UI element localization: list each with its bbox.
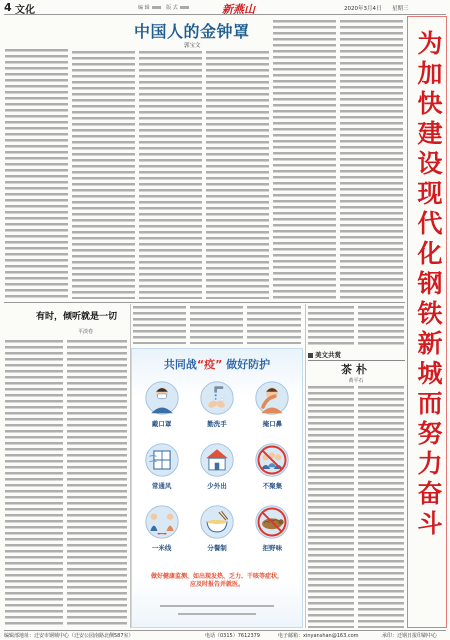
body-text-column — [133, 306, 186, 344]
no-gathering-icon — [254, 442, 290, 478]
poster-title-part1: 共同战 — [163, 358, 197, 371]
slogan-text: 为加快建设现代化钢铁新城而努力奋斗 — [414, 30, 443, 540]
body-text-column — [5, 340, 63, 628]
poster-credit-line — [178, 613, 256, 615]
tip-label: 一米线 — [151, 544, 172, 552]
body-text-column — [358, 386, 404, 628]
footer-email: 电子邮箱：xinyanshan@163.com — [278, 633, 359, 639]
editor-label: 编 辑 — [138, 5, 150, 11]
body-text-column — [190, 306, 243, 344]
tip-cover-cough — [245, 380, 300, 442]
layout-label: 版 式 — [166, 5, 178, 11]
tip-label: 戴口罩 — [151, 420, 172, 428]
tip-label: 不聚集 — [262, 482, 283, 490]
page-number: 4 — [4, 1, 12, 14]
column-label-text: 美文共赏 — [315, 351, 341, 359]
no-wild-game-icon — [254, 504, 290, 540]
body-text-column — [247, 306, 301, 344]
editor-name-blur — [152, 6, 161, 9]
footer-phone: 电话（0315）7612379 — [205, 633, 260, 639]
column-label — [308, 350, 405, 361]
one-meter-distance-icon — [144, 504, 180, 540]
essay-title: 茶朴 — [341, 363, 371, 376]
tip-one-meter — [134, 504, 189, 566]
stay-home-icon — [199, 442, 235, 478]
body-text-column — [340, 20, 403, 299]
poster-title — [131, 356, 303, 372]
body-text-column — [308, 386, 354, 628]
section-divider — [4, 302, 405, 303]
poster-title-part2: 做好防护 — [222, 358, 271, 371]
body-text-column — [67, 340, 127, 628]
layout-name-blur — [180, 6, 189, 9]
tip-label: 常通风 — [151, 482, 172, 490]
body-text-column — [273, 20, 336, 299]
tip-label: 拒野味 — [262, 544, 283, 552]
notice-line: 应及时报告并就医。 — [189, 581, 244, 588]
tip-ventilation — [134, 442, 189, 504]
tip-label: 勤洗手 — [207, 420, 227, 428]
masthead-logo: 新燕山 — [222, 3, 255, 16]
essay-author: 黄平石 — [348, 378, 364, 384]
cover-cough-icon — [254, 380, 290, 416]
tip-label: 分餐制 — [207, 544, 227, 552]
tip-label: 掩口鼻 — [262, 420, 283, 428]
square-bullet-icon — [308, 353, 313, 358]
column-divider — [305, 304, 306, 628]
handwash-icon — [199, 380, 235, 416]
body-text-column — [72, 51, 135, 299]
tip-stay-home — [189, 442, 244, 504]
mask-icon — [144, 380, 180, 416]
body-text-column — [358, 306, 404, 346]
main-article-author: 郭宝文 — [184, 43, 201, 49]
body-text-column — [139, 51, 202, 299]
issue-date: 2020年3月4日 — [344, 6, 382, 12]
tip-no-gathering — [245, 442, 300, 504]
tip-wash-hands — [189, 380, 244, 442]
section-name: 文化 — [15, 5, 35, 16]
poster-credit-line — [160, 605, 274, 607]
notice-line: 做好健康监测，如出现发热、乏力、干咳等症状， — [150, 573, 283, 580]
footer-address: 编辑部地址：迁安市钢城中心（迁安公园南路北侧587室） — [4, 633, 134, 639]
tip-wear-mask — [134, 380, 189, 442]
footer-printer: 承印：迁钢日报印刷中心 — [382, 633, 438, 639]
poster-health-notice — [139, 573, 295, 589]
tip-no-wild-game — [245, 504, 300, 566]
ventilation-icon — [144, 442, 180, 478]
body-text-column — [5, 49, 68, 299]
tip-label: 少外出 — [207, 482, 227, 490]
body-text-column — [206, 51, 269, 299]
footer-rule — [4, 630, 446, 631]
listening-article-title: 有时，倾听就是一切 — [36, 312, 118, 322]
main-article-title: 中国人的金钟罩 — [134, 22, 250, 41]
header-rule — [4, 14, 446, 15]
tip-separate-meals — [189, 504, 244, 566]
separate-meals-icon — [199, 504, 235, 540]
poster-title-highlight: “疫” — [196, 358, 223, 371]
body-text-column — [308, 306, 354, 346]
editor-credit — [138, 4, 193, 11]
issue-weekday: 星期三 — [392, 6, 409, 12]
listening-article-author: 平淡卷 — [78, 329, 94, 335]
prevention-tips-grid — [134, 380, 300, 566]
